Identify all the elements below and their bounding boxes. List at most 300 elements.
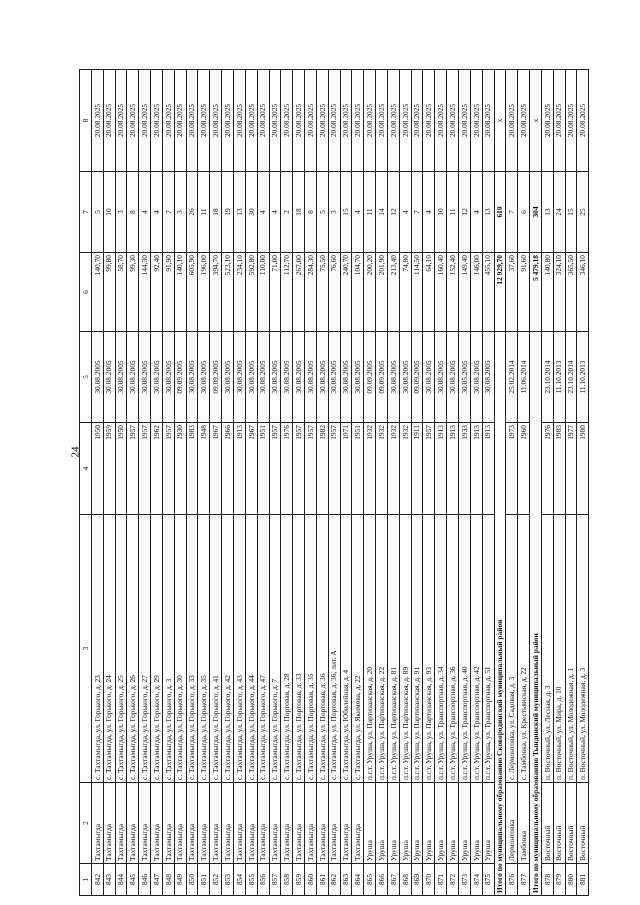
- cell-year-built: 1950: [115, 423, 127, 515]
- cell-deadline: 20.08.2025: [541, 70, 553, 172]
- column-number-header: 5: [80, 332, 92, 423]
- cell-settlement: Тахтамыгда: [269, 783, 281, 864]
- cell-year-built: 1913: [233, 423, 245, 515]
- cell-year-built: 1948: [198, 423, 210, 515]
- cell-residents: 4: [139, 172, 151, 253]
- cell-year-built: 1957: [423, 423, 435, 515]
- cell-date: 30.08.2005: [151, 332, 163, 423]
- cell-residents: 19: [222, 172, 234, 253]
- cell-address: с. Тахтамыгда, ул. Горького, д. 33: [186, 515, 198, 783]
- cell-deadline: 20.08.2025: [423, 70, 435, 172]
- cell-date: 30.08.2005: [305, 332, 317, 423]
- table-row: [340, 70, 352, 896]
- cell-deadline: 20.08.2025: [233, 70, 245, 172]
- cell-settlement: Тахтамыгда: [245, 783, 257, 864]
- cell-residents: 10: [103, 172, 115, 253]
- cell-residents: 11: [447, 172, 459, 253]
- cell-deadline: 20.08.2025: [399, 70, 411, 172]
- cell-row-number: 849: [174, 864, 186, 896]
- cell-date: 30.08.2005: [103, 332, 115, 423]
- table-row: [506, 70, 518, 896]
- cell-residents: 4: [257, 172, 269, 253]
- cell-residents: 13: [541, 172, 553, 253]
- cell-address: п.г.т. Уруша, ул. Партизанская, д. 91: [411, 515, 423, 783]
- cell-row-number: 853: [222, 864, 234, 896]
- cell-settlement: Тахтамыгда: [352, 783, 364, 864]
- cell-date: 30.08.2005: [115, 332, 127, 423]
- cell-area: 284,30: [305, 253, 317, 332]
- cell-address: с. Тахтамыгда, ул. Портовая, д. 33: [293, 515, 305, 783]
- table-row: [198, 70, 210, 896]
- cell-address: п.г.т. Уруша, ул. Транспортная, д. 36: [447, 515, 459, 783]
- cell-date: 09.09.2005: [411, 332, 423, 423]
- column-number-header: 7: [80, 172, 92, 253]
- cell-row-number: 872: [447, 864, 459, 896]
- cell-deadline: 20.08.2025: [565, 70, 577, 172]
- cell-deadline: 20.08.2025: [305, 70, 317, 172]
- table-row: [316, 70, 328, 896]
- cell-area: 213,40: [387, 253, 399, 332]
- cell-date: 30.08.2005: [139, 332, 151, 423]
- cell-year-built: 1977: [565, 423, 577, 515]
- cell-deadline: 20.08.2025: [411, 70, 423, 172]
- cell-area: 71,00: [269, 253, 281, 332]
- table-row: [210, 70, 222, 896]
- cell-settlement: Тахтамыгда: [103, 783, 115, 864]
- cell-row-number: 876: [506, 864, 518, 896]
- cell-date: 23.10.2014: [541, 332, 553, 423]
- cell-deadline: 20.08.2025: [222, 70, 234, 172]
- cell-settlement: Уруша: [364, 783, 376, 864]
- cell-address: п.г.т. Уруша, ул. Партизанская, д. 81: [387, 515, 399, 783]
- cell-year-built: 1960: [518, 423, 530, 515]
- cell-residents: 6: [518, 172, 530, 253]
- cell-date: 30.08.2005: [269, 332, 281, 423]
- cell-year-built: 1973: [506, 423, 518, 515]
- cell-address: с. Тахтамыгда, ул. Горького, д. 42: [222, 515, 234, 783]
- cell-date: 30.08.2005: [186, 332, 198, 423]
- cell-area: 92,40: [151, 253, 163, 332]
- cell-settlement: Восточный: [565, 783, 577, 864]
- cell-row-number: 863: [340, 864, 352, 896]
- cell-address: п.г.т. Уруша, ул. Партизанская, д. 22: [376, 515, 388, 783]
- cell-address: с. Тахтамыгда, ул. Горького, д. 35: [198, 515, 210, 783]
- table-row: [399, 70, 411, 896]
- cell-year-built: 1983: [553, 423, 565, 515]
- cell-residents: 3: [115, 172, 127, 253]
- table-row: [482, 70, 494, 896]
- cell-deadline: 20.08.2025: [518, 70, 530, 172]
- cell-area: 110,00: [257, 253, 269, 332]
- cell-area: 114,50: [411, 253, 423, 332]
- cell-residents: 4: [352, 172, 364, 253]
- cell-residents: 11: [198, 172, 210, 253]
- cell-date: 30.08.2005: [233, 332, 245, 423]
- cell-row-number: 842: [91, 864, 103, 896]
- cell-date: 30.08.2005: [293, 332, 305, 423]
- cell-settlement: Уруша: [387, 783, 399, 864]
- cell-address: п. Восточный, ул. Лесная, д. 3: [541, 515, 553, 783]
- table-row: [115, 70, 127, 896]
- cell-settlement: Тахтамыгда: [174, 783, 186, 864]
- column-number-header: 4: [80, 423, 92, 515]
- cell-area: 200,20: [364, 253, 376, 332]
- cell-address: с. Тахтамыгда, ул. Горького, д. 25: [115, 515, 127, 783]
- cell-residents: 4: [399, 172, 411, 253]
- housing-register-table: [79, 69, 589, 896]
- cell-deadline: 20.08.2025: [162, 70, 174, 172]
- cell-settlement: Тамбовка: [518, 783, 530, 864]
- cell-deadline: 20.08.2025: [91, 70, 103, 172]
- cell-deadline: 20.08.2025: [376, 70, 388, 172]
- cell-date: 30.08.2005: [399, 332, 411, 423]
- cell-address: п.г.т. Уруша, ул. Транспортная, д. 51: [482, 515, 494, 783]
- cell-year-built: 1967: [245, 423, 257, 515]
- column-number-header: 2: [80, 783, 92, 864]
- cell-settlement: Тахтамыгда: [257, 783, 269, 864]
- cell-row-number: 862: [328, 864, 340, 896]
- cell-area: 74,80: [399, 253, 411, 332]
- cell-row-number: 873: [459, 864, 471, 896]
- cell-deadline: 20.08.2025: [459, 70, 471, 172]
- cell-address: с. Тахтамыгда, ул. Горького, д. 24: [103, 515, 115, 783]
- cell-residents: 12: [459, 172, 471, 253]
- table-row: [541, 70, 553, 896]
- cell-address: с. Тахтамыгда, ул. Горького, д. 44: [245, 515, 257, 783]
- cell-row-number: 871: [435, 864, 447, 896]
- table-row: [103, 70, 115, 896]
- cell-area: 365,50: [565, 253, 577, 332]
- cell-row-number: 856: [257, 864, 269, 896]
- cell-address: п.г.т. Уруша, ул. Транспортная, д. 40: [459, 515, 471, 783]
- cell-address: с. Лермонтовка, ул. Садовая, д. 3: [506, 515, 518, 783]
- column-number-header: 8: [80, 70, 92, 172]
- table-row: [565, 70, 577, 896]
- cell-row-number: 865: [364, 864, 376, 896]
- cell-row-number: 852: [210, 864, 222, 896]
- cell-date: 30.08.2005: [245, 332, 257, 423]
- cell-year-built: 1980: [577, 423, 589, 515]
- cell-residents: 5: [91, 172, 103, 253]
- cell-residents: 25: [577, 172, 589, 253]
- cell-year-built: 1957: [328, 423, 340, 515]
- cell-settlement: Тахтамыгда: [162, 783, 174, 864]
- cell-settlement: Тахтамыгда: [281, 783, 293, 864]
- cell-deadline: 20.08.2025: [245, 70, 257, 172]
- cell-date: 30.08.2005: [198, 332, 210, 423]
- cell-deadline: 20.08.2025: [115, 70, 127, 172]
- cell-deadline: 20.08.2025: [340, 70, 352, 172]
- cell-settlement: Тахтамыгда: [127, 783, 139, 864]
- cell-date: 09.09.2005: [174, 332, 186, 423]
- cell-settlement: Уруша: [376, 783, 388, 864]
- cell-residents: 7: [162, 172, 174, 253]
- cell-row-number: 866: [376, 864, 388, 896]
- table-row: [139, 70, 151, 896]
- cell-year-built: 1950: [91, 423, 103, 515]
- cell-year-built: 1976: [541, 423, 553, 515]
- cell-area: 112,70: [281, 253, 293, 332]
- cell-row-number: 860: [305, 864, 317, 896]
- table-row: [127, 70, 139, 896]
- cell-address: с. Тахтамыгда, ул. Портовая, д. 35: [305, 515, 317, 783]
- cell-area: 91,90: [162, 253, 174, 332]
- cell-area: 37,60: [506, 253, 518, 332]
- cell-year-built: 1967: [210, 423, 222, 515]
- cell-row-number: 845: [127, 864, 139, 896]
- cell-year-built: 1957: [127, 423, 139, 515]
- cell-date: 30.08.2005: [91, 332, 103, 423]
- cell-deadline: 20.08.2025: [387, 70, 399, 172]
- cell-address: с. Тахтамыгда, ул. Горького, д. 29: [151, 515, 163, 783]
- cell-row-number: 851: [198, 864, 210, 896]
- cell-area: 140,80: [541, 253, 553, 332]
- table-row: [447, 70, 459, 896]
- cell-year-built: 1913: [470, 423, 482, 515]
- cell-address: с. Тахтамыгда, ул. Горького, д. 23: [91, 515, 103, 783]
- cell-row-number: 848: [162, 864, 174, 896]
- cell-row-number: 881: [577, 864, 589, 896]
- cell-date: 23.10.2014: [565, 332, 577, 423]
- cell-deadline: 20.08.2025: [447, 70, 459, 172]
- cell-settlement: Уруша: [411, 783, 423, 864]
- cell-settlement: Тахтамыгда: [233, 783, 245, 864]
- cell-deadline: 20.08.2025: [328, 70, 340, 172]
- cell-address: с. Тахтамыгда, ул. Горького, д. 30: [174, 515, 186, 783]
- cell-date: 30.05.2005: [459, 332, 471, 423]
- table-row: [352, 70, 364, 896]
- column-number-header: 3: [80, 515, 92, 783]
- cell-settlement: Тахтамыгда: [91, 783, 103, 864]
- cell-address: с. Тахтамыгда, ул. Юбилейная, д. 4: [340, 515, 352, 783]
- cell-area: 91,60: [518, 253, 530, 332]
- cell-deadline: 20.08.2025: [210, 70, 222, 172]
- cell-address: с. Тахтамыгда, ул. Портовая, д. 36: [316, 515, 328, 783]
- cell-residents: 11: [364, 172, 376, 253]
- cell-residents: 12: [387, 172, 399, 253]
- cell-date: 11.06.2014: [518, 332, 530, 423]
- cell-address: с. Тахтамыгда, ул. Горького, д. 47: [257, 515, 269, 783]
- table-row: [328, 70, 340, 896]
- table-row: [518, 70, 530, 896]
- cell-row-number: 843: [103, 864, 115, 896]
- column-number-header: 6: [80, 253, 92, 332]
- cell-area: 140,70: [91, 253, 103, 332]
- cell-year-built: 1913: [447, 423, 459, 515]
- cell-row-number: 867: [387, 864, 399, 896]
- cell-address: с. Тахтамыгда, ул. Горького, д. 7: [269, 515, 281, 783]
- cell-date: 30.08.2005: [470, 332, 482, 423]
- cell-settlement: Уруша: [435, 783, 447, 864]
- table-row: [257, 70, 269, 896]
- cell-residents: 18: [210, 172, 222, 253]
- cell-deadline: 20.08.2025: [506, 70, 518, 172]
- cell-settlement: Уруша: [459, 783, 471, 864]
- cell-year-built: 1957: [162, 423, 174, 515]
- cell-residents: 4: [269, 172, 281, 253]
- cell-date: 25.02.2014: [506, 332, 518, 423]
- cell-date: 30.08.2005: [482, 332, 494, 423]
- cell-settlement: Тахтамыгда: [198, 783, 210, 864]
- cell-area: 140,10: [174, 253, 186, 332]
- cell-year-built: 1959: [103, 423, 115, 515]
- cell-address: п.г.т. Уруша, ул. Партизанская, д. 20: [364, 515, 376, 783]
- cell-residents: 13: [482, 172, 494, 253]
- cell-row-number: 878: [541, 864, 553, 896]
- cell-residents: 2: [281, 172, 293, 253]
- table-row: [293, 70, 305, 896]
- cell-area: 324,10: [553, 253, 565, 332]
- cell-residents: 4: [470, 172, 482, 253]
- cell-address: с. Тахтамыгда, ул. Горького, д. 27: [139, 515, 151, 783]
- table-row: [281, 70, 293, 896]
- subtotal-area: 12 929,70: [494, 253, 506, 332]
- cell-residents: 3: [174, 172, 186, 253]
- cell-area: 99,80: [103, 253, 115, 332]
- cell-address: с. Тахтамыгда, ул. Горького, д. 3: [162, 515, 174, 783]
- cell-row-number: 870: [423, 864, 435, 896]
- cell-year-built: 1957: [305, 423, 317, 515]
- cell-date: 30.08.2005: [435, 332, 447, 423]
- cell-row-number: 880: [565, 864, 577, 896]
- cell-date: 11.10.2013: [553, 332, 565, 423]
- cell-date: 09.09.2005: [210, 332, 222, 423]
- cell-area: 76,60: [328, 253, 340, 332]
- cell-row-number: 869: [411, 864, 423, 896]
- cell-area: 149,40: [459, 253, 471, 332]
- cell-year-built: 1957: [139, 423, 151, 515]
- table-row: [577, 70, 589, 896]
- cell-residents: 13: [233, 172, 245, 253]
- table-row: [245, 70, 257, 896]
- cell-row-number: 875: [482, 864, 494, 896]
- cell-date: 11.10.2013: [577, 332, 589, 423]
- subtotal-area: 5 479,18: [530, 253, 542, 332]
- cell-settlement: Восточный: [541, 783, 553, 864]
- cell-year-built: 1911: [411, 423, 423, 515]
- table-row: [423, 70, 435, 896]
- cell-deadline: 20.08.2025: [553, 70, 565, 172]
- cell-year-built: 1951: [352, 423, 364, 515]
- cell-deadline: 20.08.2025: [151, 70, 163, 172]
- cell-settlement: Тахтамыгда: [293, 783, 305, 864]
- cell-deadline: 20.08.2025: [186, 70, 198, 172]
- table-row: [459, 70, 471, 896]
- cell-residents: 18: [293, 172, 305, 253]
- cell-area: 267,00: [293, 253, 305, 332]
- cell-address: с. Тахтамыгда, ул. Горького, д. 43: [233, 515, 245, 783]
- cell-area: 146,00: [470, 253, 482, 332]
- cell-date: 30.08.2005: [257, 332, 269, 423]
- cell-settlement: Тахтамыгда: [151, 783, 163, 864]
- cell-row-number: 859: [293, 864, 305, 896]
- cell-settlement: Тахтамыгда: [210, 783, 222, 864]
- cell-settlement: Тахтамыгда: [340, 783, 352, 864]
- cell-year-built: 1933: [459, 423, 471, 515]
- cell-deadline: 20.08.2025: [269, 70, 281, 172]
- cell-address: п. Восточный, ул. Молодежная, д. 3: [577, 515, 589, 783]
- cell-address: п. Восточный, ул. Мира, д. 10: [553, 515, 565, 783]
- cell-settlement: Восточный: [553, 783, 565, 864]
- cell-residents: 4: [151, 172, 163, 253]
- cell-year-built: 1962: [151, 423, 163, 515]
- cell-settlement: Уруша: [482, 783, 494, 864]
- cell-row-number: 844: [115, 864, 127, 896]
- cell-year-built: 1951: [257, 423, 269, 515]
- cell-settlement: Лермонтовка: [506, 783, 518, 864]
- cell-date: 09.09.2005: [376, 332, 388, 423]
- subtotal-row: [494, 70, 506, 896]
- cell-address: п.г.т. Уруша, ул. Партизанская, д. 89: [399, 515, 411, 783]
- cell-address: с. Тахтамыгда, ул. Якимова, д. 22: [352, 515, 364, 783]
- cell-address: п. Восточный, ул. Молодежная, д. 1: [565, 515, 577, 783]
- cell-row-number: 879: [553, 864, 565, 896]
- cell-date: 30.08.2005: [316, 332, 328, 423]
- cell-date: 30.08.2005: [328, 332, 340, 423]
- cell-residents: 10: [435, 172, 447, 253]
- subtotal-row: [530, 70, 542, 896]
- cell-address: п.г.т. Уруша, ул. Транспортная, д. 34: [435, 515, 447, 783]
- cell-settlement: Уруша: [399, 783, 411, 864]
- cell-area: 75,50: [316, 253, 328, 332]
- cell-year-built: 1982: [316, 423, 328, 515]
- cell-deadline: 20.08.2025: [281, 70, 293, 172]
- cell-row-number: 877: [518, 864, 530, 896]
- table-body: [80, 70, 589, 896]
- table-row: [174, 70, 186, 896]
- cell-area: 240,70: [340, 253, 352, 332]
- cell-year-built: 1971: [340, 423, 352, 515]
- cell-area: 152,40: [447, 253, 459, 332]
- cell-year-built: 1957: [269, 423, 281, 515]
- cell-residents: 26: [186, 172, 198, 253]
- cell-year-built: 1930: [174, 423, 186, 515]
- cell-address: с. Тахтамыгда, ул. Горького, д. 26: [127, 515, 139, 783]
- cell-date: 30.08.2005: [387, 332, 399, 423]
- subtotal-label: Итого по муниципальному образованию Сковородинский муниципальный район: [494, 332, 506, 896]
- cell-date: 30.08.2005: [447, 332, 459, 423]
- cell-row-number: 855: [245, 864, 257, 896]
- table-row: [222, 70, 234, 896]
- cell-year-built: 1913: [482, 423, 494, 515]
- cell-settlement: Тахтамыгда: [115, 783, 127, 864]
- cell-area: 394,70: [210, 253, 222, 332]
- cell-deadline: 20.08.2025: [316, 70, 328, 172]
- cell-residents: 4: [423, 172, 435, 253]
- cell-settlement: Тахтамыгда: [328, 783, 340, 864]
- cell-area: 234,10: [233, 253, 245, 332]
- cell-year-built: 1966: [222, 423, 234, 515]
- cell-area: 346,10: [577, 253, 589, 332]
- cell-settlement: Восточный: [577, 783, 589, 864]
- cell-residents: 15: [565, 172, 577, 253]
- cell-deadline: 20.08.2025: [352, 70, 364, 172]
- subtotal-count: 304: [530, 172, 542, 253]
- cell-residents: 15: [340, 172, 352, 253]
- table-row: [553, 70, 565, 896]
- cell-area: 104,70: [352, 253, 364, 332]
- cell-row-number: 847: [151, 864, 163, 896]
- cell-area: 196,00: [198, 253, 210, 332]
- cell-area: 455,10: [482, 253, 494, 332]
- cell-deadline: 20.08.2025: [293, 70, 305, 172]
- cell-row-number: 857: [269, 864, 281, 896]
- cell-area: 58,70: [115, 253, 127, 332]
- cell-residents: 24: [553, 172, 565, 253]
- cell-year-built: 1913: [435, 423, 447, 515]
- cell-settlement: Уруша: [423, 783, 435, 864]
- table-row: [411, 70, 423, 896]
